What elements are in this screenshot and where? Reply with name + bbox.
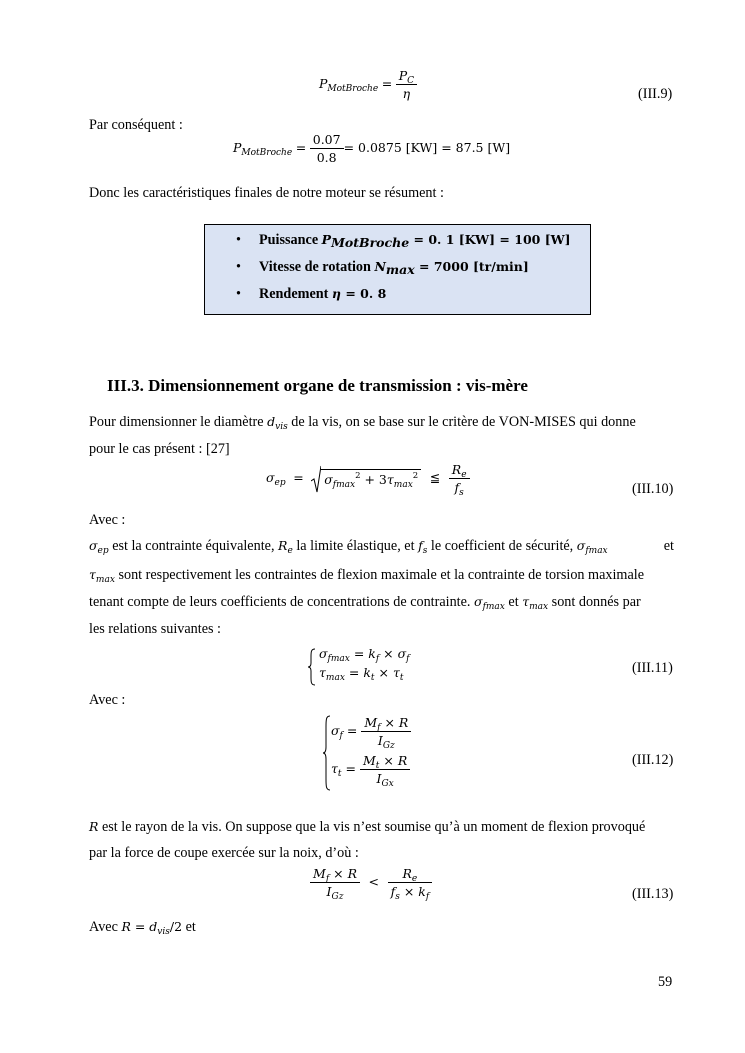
equation-number: (III.13) — [632, 886, 674, 902]
list-item: • Vitesse de rotation Nmax = 7000 [tr/min] — [259, 259, 529, 276]
equation-III-13: $\frac{M_f \times R}{I_{Gz}}$ < $\frac{R_e}{f_s \times k_f}$ — [310, 866, 432, 899]
paragraph-par-consequent: Par conséquent : — [89, 117, 183, 133]
paragraph-explain-line1: $\sigma_{ep}$ est la contrainte équivalente, $R_e$ la limite élastique, et $f_s$ le coefficient de sécurité, $\sigma_{fmax}$ et — [89, 538, 674, 556]
paragraph-avec-final: Avec $R = d_{vis}/2$ et — [89, 919, 196, 937]
summary-box — [204, 224, 591, 315]
avec-label: Avec : — [89, 692, 126, 708]
list-item: • Puissance PMotBroche = 0. 1 [KW] = 100 [W] — [259, 232, 571, 249]
paragraph-rayon-line2: par la force de coupe exercée sur la noix, d’où : — [89, 845, 359, 861]
fraction: $\frac{R_e}{f_s \times k_f}$ — [388, 866, 433, 899]
paragraph-intro-line2: pour le cas présent : [27] — [89, 441, 230, 457]
fraction: $\frac{0.07}{0.8}$ — [310, 132, 344, 165]
equation-calculation: $P_{MotBroche}$ = $\frac{0.07}{0.8}$ = 0.0875 [KW] = 87.5 [W] — [233, 132, 511, 165]
square-root: $\sigma_{fmax}^2 + 3\tau_{max}^2$ — [311, 465, 421, 493]
equation-III-10: $\sigma_{ep} = \sigma_{fmax}^2 + 3\tau_{max}^2$ ≦ $\frac{R_e}{f_s}$ — [266, 462, 470, 495]
paragraph-explain-line3: tenant compte de leurs coefficients de concentrations de contrainte. $\sigma_{fmax}$ et $\tau_{max}$ sont donnés par — [89, 594, 641, 612]
fraction: $\frac{M_t \times R}{I_{Gx}}$ — [360, 753, 410, 786]
equation-III-9: $P_{MotBroche}$ = $\frac{P_C}{\eta}$ — [319, 68, 417, 101]
paragraph-intro-line1: Pour dimensionner le diamètre $d_{vis}$ de la vis, on se base sur le critère de VON-MISES qui donne — [89, 414, 636, 432]
equation-number: (III.11) — [632, 660, 673, 676]
radical-sign-icon — [311, 465, 321, 493]
paragraph-explain-line4: les relations suivantes : — [89, 621, 221, 637]
list-item: • Rendement η = 0. 8 — [259, 286, 386, 303]
equation-number: (III.12) — [632, 752, 674, 768]
fraction: $\frac{P_C}{\eta}$ — [396, 68, 417, 101]
avec-label: Avec : — [89, 512, 126, 528]
page-number: 59 — [658, 974, 673, 990]
equation-number: (III.9) — [638, 86, 673, 102]
fraction: $\frac{M_f \times R}{I_{Gz}}$ — [361, 715, 411, 748]
left-brace-icon — [307, 648, 317, 686]
paragraph-rayon-line1: R est le rayon de la vis. On suppose que la vis n’est soumise qu’à un moment de flexion provoqué — [89, 819, 646, 835]
fraction: $\frac{R_e}{f_s}$ — [449, 462, 470, 495]
paragraph-donc: Donc les caractéristiques finales de notre moteur se résument : — [89, 185, 444, 201]
fraction: $\frac{M_f \times R}{I_{Gz}}$ — [310, 866, 360, 899]
paragraph-explain-line2: $\tau_{max}$ sont respectivement les contraintes de flexion maximale et la contrainte de torsion maximale — [89, 567, 645, 585]
equation-number: (III.10) — [632, 481, 674, 497]
equation-III-12: $\sigma_f$ = $\frac{M_f \times R}{I_{Gz}}$ $\tau_t$ = $\frac{M_t \times R}{I_{Gx}}$ — [322, 713, 432, 793]
section-title: III.3. Dimensionnement organe de transmission : vis-mère — [107, 376, 528, 395]
